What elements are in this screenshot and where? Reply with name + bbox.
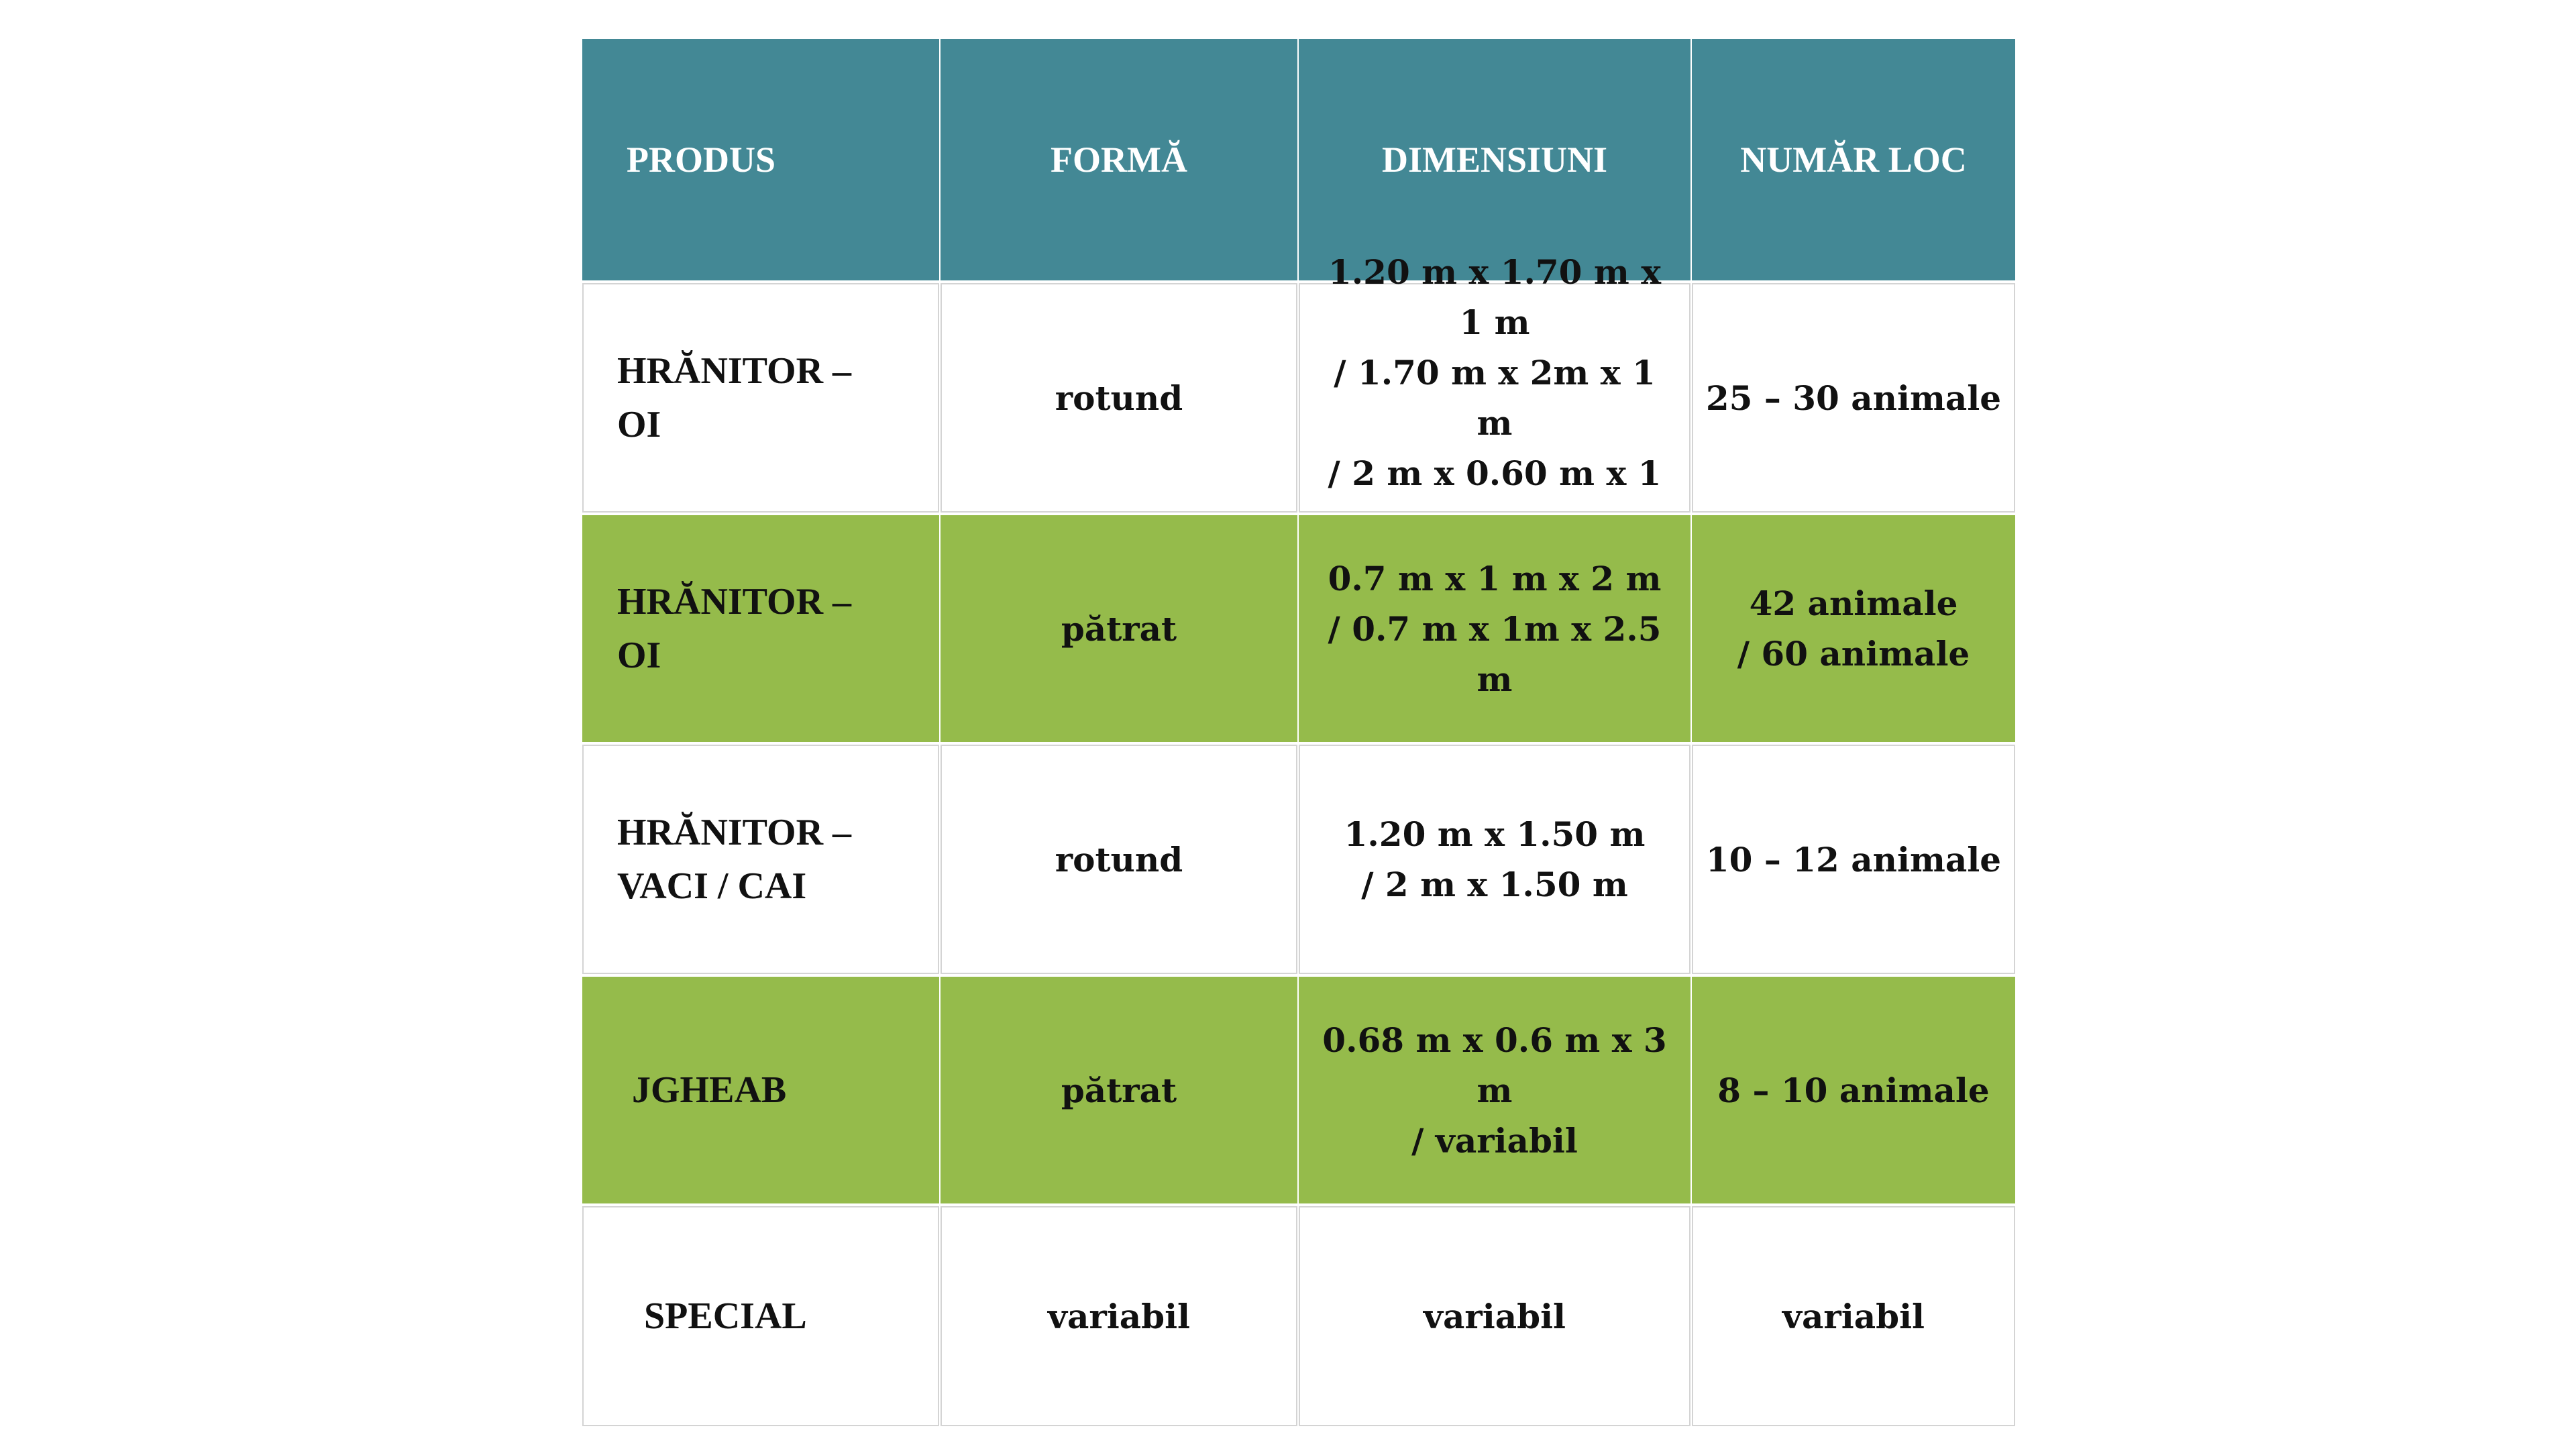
header-dimensiuni: DIMENSIUNI [1299, 39, 1690, 280]
cell-dimensiuni: 1 m / 1.70 m x 2m x 1 m / 2 m x 0.60 m x 1 [1299, 283, 1690, 513]
cell-dimensiuni: 1.20 m x 1.50 m / 2 m x 1.50 m [1299, 745, 1690, 974]
cell-numar-loc: 42 animale / 60 animale [1692, 515, 2015, 742]
cell-produs: JGHEAB [582, 977, 939, 1203]
cell-numar-loc: 25 – 30 animale [1692, 283, 2015, 513]
cell-dimensiuni: variabil [1299, 1206, 1690, 1426]
cell-numar-loc: 10 – 12 animale [1692, 745, 2015, 974]
cell-forma: rotund [941, 283, 1297, 513]
cell-produs: HRĂNITOR – OI [582, 515, 939, 742]
cell-forma: rotund [941, 745, 1297, 974]
header-produs: PRODUS [582, 39, 939, 280]
cell-numar-loc: 8 – 10 animale [1692, 977, 2015, 1203]
cell-produs: HRĂNITOR – OI [582, 283, 939, 513]
header-numar-loc: NUMĂR LOC [1692, 39, 2015, 280]
cell-produs: HRĂNITOR – VACI / CAI [582, 745, 939, 974]
cell-dimensiuni: 0.68 m x 0.6 m x 3 m / variabil [1299, 977, 1690, 1203]
cell-produs: SPECIAL [582, 1206, 939, 1426]
cell-forma: pătrat [941, 515, 1297, 742]
product-table [582, 39, 2015, 1415]
cell-forma: pătrat [941, 977, 1297, 1203]
cell-dimensiuni: 0.7 m x 1 m x 2 m / 0.7 m x 1m x 2.5 m [1299, 515, 1690, 742]
cell-numar-loc: variabil [1692, 1206, 2015, 1426]
header-forma: FORMĂ [941, 39, 1297, 280]
cell-forma: variabil [941, 1206, 1297, 1426]
